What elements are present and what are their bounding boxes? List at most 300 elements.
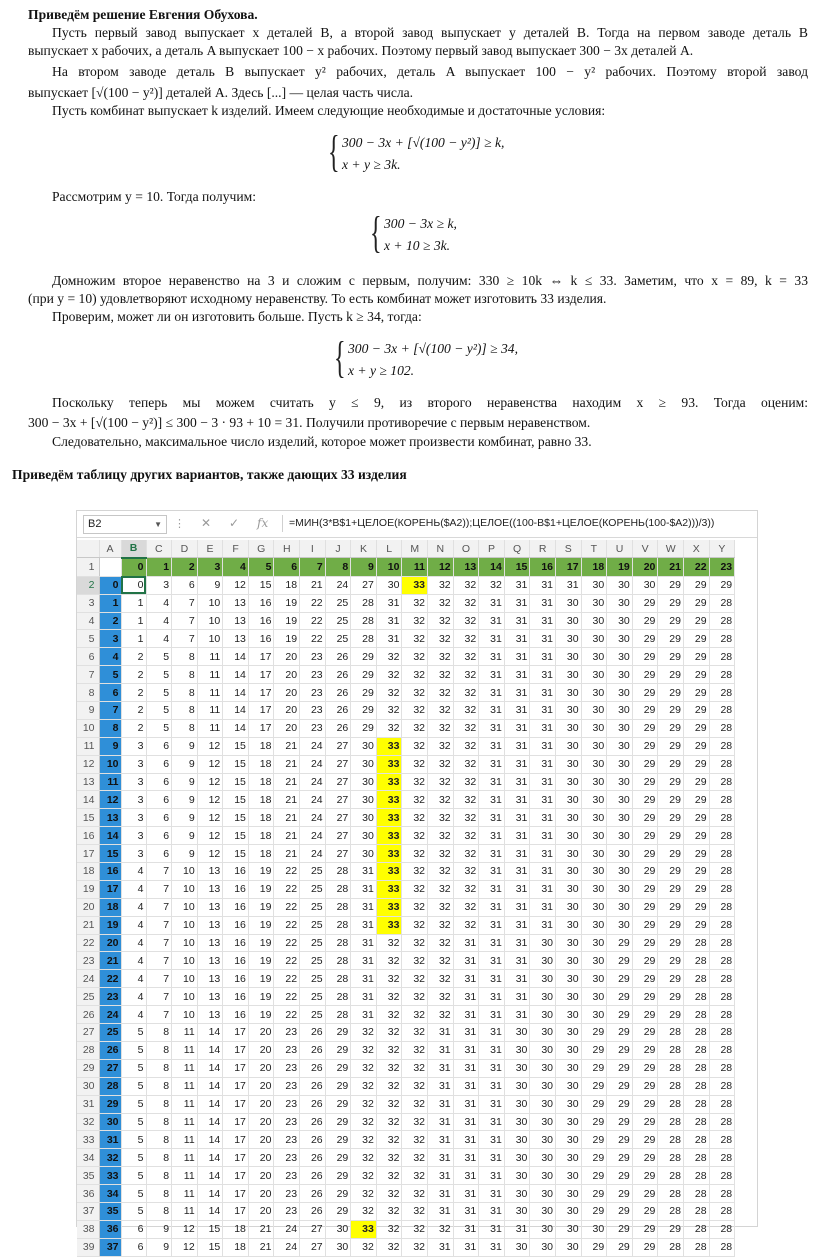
cell[interactable]: 22 <box>274 863 300 881</box>
cell[interactable]: 29 <box>683 684 709 702</box>
row-header[interactable]: 17 <box>77 845 99 863</box>
cell[interactable]: 28 <box>325 952 351 970</box>
cell[interactable]: 13 <box>197 970 223 988</box>
cell[interactable]: 15 <box>223 791 249 809</box>
cell[interactable]: 29 <box>581 1185 607 1203</box>
row-header[interactable]: 33 <box>77 1131 99 1149</box>
cell[interactable]: 16 <box>223 988 249 1006</box>
cell[interactable]: 28 <box>683 1041 709 1059</box>
cell[interactable]: 29 <box>325 1041 351 1059</box>
cell[interactable]: 20 <box>248 1077 274 1095</box>
cell[interactable]: 28 <box>683 1113 709 1131</box>
cell[interactable]: 2 <box>121 702 146 720</box>
row-header[interactable]: 23 <box>77 952 99 970</box>
cell[interactable]: 32 <box>376 934 402 952</box>
cell[interactable]: 33 <box>351 1220 377 1238</box>
cell[interactable]: 28 <box>709 916 735 934</box>
cell[interactable]: 23 <box>274 1167 300 1185</box>
cell[interactable]: 33 <box>376 773 402 791</box>
cell[interactable]: 28 <box>709 1185 735 1203</box>
cell[interactable]: 31 <box>530 773 556 791</box>
cell[interactable]: 29 <box>581 1095 607 1113</box>
cell[interactable]: 16 <box>223 880 249 898</box>
row-header[interactable]: 21 <box>77 916 99 934</box>
cell[interactable]: 31 <box>530 576 556 594</box>
cell[interactable]: 8 <box>172 684 198 702</box>
cell[interactable]: 14 <box>197 1131 223 1149</box>
cell[interactable]: 29 <box>607 1006 633 1024</box>
cell[interactable]: 30 <box>556 791 582 809</box>
cell[interactable]: 26 <box>300 1202 326 1220</box>
cell[interactable]: 31 <box>453 1167 479 1185</box>
cell[interactable]: 32 <box>376 1113 402 1131</box>
cell[interactable]: 29 <box>632 1185 658 1203</box>
cell[interactable]: 19 <box>248 952 274 970</box>
cell[interactable]: 31 <box>504 970 530 988</box>
cell[interactable]: 27 <box>351 576 377 594</box>
cell[interactable]: 29 <box>607 1131 633 1149</box>
cell[interactable]: 17 <box>248 702 274 720</box>
cell[interactable]: 31 <box>428 1059 454 1077</box>
cell[interactable]: 30 <box>581 827 607 845</box>
cell[interactable]: 7 <box>146 863 172 881</box>
cell[interactable]: 30 <box>556 1185 582 1203</box>
cell[interactable]: 30 <box>556 702 582 720</box>
cell[interactable]: 12 <box>197 755 223 773</box>
cell[interactable]: 29 <box>658 845 684 863</box>
cell[interactable]: 22 <box>274 934 300 952</box>
cell[interactable]: 12 <box>223 576 249 594</box>
cell[interactable]: 31 <box>504 952 530 970</box>
cell[interactable]: 30 <box>581 988 607 1006</box>
cell[interactable]: 29 <box>632 952 658 970</box>
cell[interactable]: 2 <box>172 558 198 576</box>
cell[interactable]: 30 <box>607 719 633 737</box>
cell[interactable]: 29 <box>658 988 684 1006</box>
cell[interactable]: 29 <box>632 612 658 630</box>
cell[interactable]: 31 <box>504 630 530 648</box>
cell[interactable]: 31 <box>530 737 556 755</box>
row-header[interactable]: 13 <box>77 773 99 791</box>
cell[interactable]: 9 <box>197 576 223 594</box>
cell[interactable]: 21 <box>274 791 300 809</box>
cell[interactable]: 1 <box>99 594 121 612</box>
cell[interactable]: 23 <box>274 1131 300 1149</box>
cell[interactable]: 31 <box>530 845 556 863</box>
row-header[interactable]: 32 <box>77 1113 99 1131</box>
cell[interactable]: 14 <box>197 1077 223 1095</box>
cell[interactable]: 18 <box>248 773 274 791</box>
cell[interactable]: 29 <box>632 1006 658 1024</box>
cell[interactable]: 29 <box>658 684 684 702</box>
cell[interactable]: 7 <box>146 898 172 916</box>
cell[interactable]: 29 <box>632 1238 658 1256</box>
cell[interactable]: 12 <box>172 1220 198 1238</box>
cell[interactable]: 31 <box>479 1024 505 1042</box>
cell[interactable]: 10 <box>172 916 198 934</box>
cell[interactable]: 32 <box>428 952 454 970</box>
cell[interactable]: 28 <box>709 970 735 988</box>
cell[interactable]: 30 <box>581 737 607 755</box>
cell[interactable]: 21 <box>300 576 326 594</box>
cell[interactable]: 31 <box>530 898 556 916</box>
cell[interactable]: 32 <box>453 845 479 863</box>
cell[interactable]: 19 <box>248 1006 274 1024</box>
cell[interactable]: 31 <box>428 1131 454 1149</box>
cell[interactable]: 27 <box>325 773 351 791</box>
cell[interactable]: 16 <box>248 594 274 612</box>
cell[interactable]: 31 <box>99 1131 121 1149</box>
cell[interactable]: 30 <box>504 1167 530 1185</box>
cell[interactable]: 30 <box>607 737 633 755</box>
cell[interactable]: 32 <box>453 791 479 809</box>
cell[interactable]: 29 <box>658 719 684 737</box>
row-header[interactable]: 4 <box>77 612 99 630</box>
cell[interactable]: 31 <box>530 880 556 898</box>
cell[interactable]: 30 <box>607 880 633 898</box>
cell[interactable]: 30 <box>607 898 633 916</box>
cell[interactable]: 28 <box>325 988 351 1006</box>
cell[interactable]: 22 <box>683 558 709 576</box>
cell[interactable]: 29 <box>683 827 709 845</box>
cell[interactable]: 14 <box>197 1149 223 1167</box>
cell[interactable]: 11 <box>172 1131 198 1149</box>
cell[interactable]: 30 <box>556 880 582 898</box>
cell[interactable]: 29 <box>683 630 709 648</box>
cell[interactable]: 26 <box>300 1095 326 1113</box>
cell[interactable]: 31 <box>479 702 505 720</box>
cell[interactable]: 30 <box>607 863 633 881</box>
cell[interactable]: 30 <box>556 1238 582 1256</box>
cell[interactable]: 32 <box>453 898 479 916</box>
cell[interactable]: 29 <box>658 648 684 666</box>
cell[interactable]: 13 <box>99 809 121 827</box>
cell[interactable]: 32 <box>402 1131 428 1149</box>
cell[interactable]: 29 <box>325 1149 351 1167</box>
cell[interactable]: 22 <box>274 1006 300 1024</box>
cell[interactable]: 30 <box>556 1220 582 1238</box>
cell[interactable]: 32 <box>376 1149 402 1167</box>
cell[interactable]: 25 <box>300 898 326 916</box>
cell[interactable]: 23 <box>274 1202 300 1220</box>
cell[interactable]: 29 <box>607 1220 633 1238</box>
cell[interactable]: 12 <box>197 809 223 827</box>
cell[interactable]: 31 <box>530 594 556 612</box>
cell[interactable]: 10 <box>197 630 223 648</box>
cell[interactable]: 31 <box>453 1041 479 1059</box>
cell[interactable]: 17 <box>248 666 274 684</box>
cell[interactable]: 8 <box>146 1185 172 1203</box>
cell[interactable]: 28 <box>709 1149 735 1167</box>
cell[interactable]: 29 <box>581 1113 607 1131</box>
cell[interactable]: 8 <box>325 558 351 576</box>
cell[interactable]: 16 <box>248 612 274 630</box>
cell[interactable]: 28 <box>658 1238 684 1256</box>
cell[interactable]: 7 <box>172 630 198 648</box>
cell[interactable]: 32 <box>428 594 454 612</box>
cell[interactable]: 5 <box>248 558 274 576</box>
cell[interactable]: 30 <box>504 1185 530 1203</box>
cell[interactable]: 30 <box>556 773 582 791</box>
cell[interactable]: 29 <box>658 1006 684 1024</box>
cell[interactable]: 30 <box>581 845 607 863</box>
cell[interactable]: 5 <box>146 648 172 666</box>
cell[interactable]: 25 <box>300 863 326 881</box>
cell[interactable]: 17 <box>223 1202 249 1220</box>
cell[interactable]: 30 <box>556 630 582 648</box>
cell[interactable]: 31 <box>351 880 377 898</box>
cell[interactable]: 7 <box>172 612 198 630</box>
cell[interactable]: 2 <box>121 666 146 684</box>
cell[interactable]: 30 <box>530 952 556 970</box>
cell[interactable]: 28 <box>683 1077 709 1095</box>
cell[interactable]: 32 <box>376 952 402 970</box>
cell[interactable]: 32 <box>376 1131 402 1149</box>
cell[interactable]: 14 <box>197 1113 223 1131</box>
cell[interactable]: 5 <box>121 1149 146 1167</box>
cell[interactable]: 23 <box>709 558 735 576</box>
cell[interactable]: 29 <box>632 988 658 1006</box>
cell[interactable]: 30 <box>504 1238 530 1256</box>
cell[interactable]: 29 <box>683 719 709 737</box>
cell[interactable]: 32 <box>453 827 479 845</box>
cell[interactable]: 31 <box>504 1220 530 1238</box>
cell[interactable]: 30 <box>351 845 377 863</box>
row-header[interactable]: 26 <box>77 1006 99 1024</box>
cell[interactable]: 32 <box>402 1238 428 1256</box>
cell[interactable]: 31 <box>479 1041 505 1059</box>
column-header-R[interactable]: R <box>530 540 556 558</box>
cell[interactable]: 5 <box>146 719 172 737</box>
cell[interactable]: 28 <box>351 594 377 612</box>
cell[interactable]: 30 <box>607 666 633 684</box>
cell[interactable]: 27 <box>99 1059 121 1077</box>
cell[interactable]: 11 <box>172 1149 198 1167</box>
cell[interactable]: 10 <box>197 612 223 630</box>
cell[interactable]: 29 <box>325 1185 351 1203</box>
cell[interactable]: 31 <box>479 1113 505 1131</box>
cell[interactable]: 13 <box>223 594 249 612</box>
cell[interactable]: 32 <box>453 576 479 594</box>
cell[interactable]: 30 <box>581 1220 607 1238</box>
cell[interactable]: 29 <box>632 1095 658 1113</box>
column-header-S[interactable]: S <box>556 540 582 558</box>
cell[interactable]: 5 <box>121 1202 146 1220</box>
cell[interactable]: 14 <box>479 558 505 576</box>
cell[interactable]: 31 <box>504 666 530 684</box>
cell[interactable]: 31 <box>504 702 530 720</box>
cell[interactable]: 28 <box>709 1077 735 1095</box>
cell[interactable]: 29 <box>658 970 684 988</box>
cell[interactable]: 30 <box>325 1238 351 1256</box>
cell[interactable]: 29 <box>632 648 658 666</box>
column-header-Y[interactable]: Y <box>709 540 735 558</box>
cell[interactable]: 8 <box>146 1131 172 1149</box>
cell[interactable]: 8 <box>146 1077 172 1095</box>
cell[interactable]: 15 <box>197 1238 223 1256</box>
cell[interactable]: 32 <box>376 666 402 684</box>
cell[interactable]: 20 <box>248 1167 274 1185</box>
cell[interactable]: 10 <box>197 594 223 612</box>
cell[interactable]: 31 <box>428 1149 454 1167</box>
cell[interactable]: 28 <box>709 594 735 612</box>
cell[interactable]: 31 <box>530 648 556 666</box>
cell[interactable]: 28 <box>683 970 709 988</box>
cell[interactable]: 5 <box>121 1077 146 1095</box>
cell[interactable]: 28 <box>709 630 735 648</box>
cell[interactable]: 30 <box>530 1095 556 1113</box>
cell[interactable]: 10 <box>172 952 198 970</box>
cell[interactable]: 3 <box>99 630 121 648</box>
cell[interactable]: 13 <box>197 898 223 916</box>
cell[interactable]: 29 <box>683 845 709 863</box>
cell[interactable]: 13 <box>223 612 249 630</box>
cell[interactable]: 4 <box>223 558 249 576</box>
cell[interactable]: 10 <box>376 558 402 576</box>
cell[interactable]: 6 <box>146 791 172 809</box>
cell[interactable]: 29 <box>683 702 709 720</box>
cell[interactable]: 28 <box>683 1167 709 1185</box>
cell[interactable]: 23 <box>99 988 121 1006</box>
cell[interactable]: 30 <box>530 1149 556 1167</box>
cell[interactable]: 28 <box>709 1095 735 1113</box>
cell[interactable]: 29 <box>632 737 658 755</box>
cell[interactable]: 32 <box>376 1095 402 1113</box>
cell[interactable]: 13 <box>453 558 479 576</box>
cell[interactable]: 29 <box>658 755 684 773</box>
cell[interactable]: 29 <box>683 594 709 612</box>
cell[interactable]: 31 <box>504 898 530 916</box>
cell[interactable]: 36 <box>99 1220 121 1238</box>
cell[interactable]: 32 <box>428 612 454 630</box>
cell[interactable]: 32 <box>376 1077 402 1095</box>
cell[interactable]: 14 <box>99 827 121 845</box>
row-header[interactable]: 7 <box>77 666 99 684</box>
cell[interactable]: 30 <box>556 1167 582 1185</box>
cell[interactable]: 32 <box>402 1041 428 1059</box>
cell[interactable]: 29 <box>658 612 684 630</box>
cell[interactable]: 31 <box>479 737 505 755</box>
cell[interactable]: 32 <box>402 1220 428 1238</box>
cell[interactable]: 30 <box>556 898 582 916</box>
cell[interactable]: 29 <box>658 880 684 898</box>
cell[interactable]: 29 <box>581 1149 607 1167</box>
cell[interactable]: 29 <box>658 702 684 720</box>
cell[interactable]: 30 <box>530 970 556 988</box>
row-header[interactable]: 24 <box>77 970 99 988</box>
cell[interactable]: 28 <box>709 666 735 684</box>
cell[interactable]: 29 <box>632 863 658 881</box>
cell[interactable]: 31 <box>504 988 530 1006</box>
cell[interactable]: 20 <box>248 1041 274 1059</box>
cell[interactable]: 32 <box>453 916 479 934</box>
cell[interactable]: 31 <box>556 576 582 594</box>
cell[interactable]: 31 <box>504 719 530 737</box>
cell[interactable]: 30 <box>556 809 582 827</box>
cell[interactable]: 13 <box>223 630 249 648</box>
cell[interactable]: 14 <box>197 1041 223 1059</box>
cell[interactable]: 32 <box>376 1167 402 1185</box>
cell[interactable]: 32 <box>376 970 402 988</box>
cell[interactable]: 26 <box>325 666 351 684</box>
column-header-T[interactable]: T <box>581 540 607 558</box>
cell[interactable]: 31 <box>479 1149 505 1167</box>
cell[interactable]: 30 <box>530 1131 556 1149</box>
cell[interactable]: 31 <box>530 684 556 702</box>
cell[interactable]: 31 <box>351 934 377 952</box>
formula-input[interactable]: =МИН(3*B$1+ЦЕЛОЕ(КОРЕНЬ($A2));ЦЕЛОЕ((100-B$1+ЦЕЛОЕ(КОРЕНЬ(100-$A2)))/3)) <box>282 515 757 532</box>
cell[interactable]: 15 <box>223 827 249 845</box>
cell[interactable]: 29 <box>632 916 658 934</box>
cell[interactable]: 24 <box>325 576 351 594</box>
cell[interactable]: 32 <box>428 719 454 737</box>
cell[interactable]: 32 <box>428 809 454 827</box>
cell[interactable]: 1 <box>121 612 146 630</box>
cell[interactable]: 24 <box>274 1220 300 1238</box>
cell[interactable]: 31 <box>504 934 530 952</box>
cell[interactable]: 37 <box>99 1238 121 1256</box>
cell[interactable]: 18 <box>248 827 274 845</box>
cell[interactable]: 3 <box>121 827 146 845</box>
cell[interactable]: 30 <box>99 1113 121 1131</box>
cell[interactable]: 29 <box>709 576 735 594</box>
cell[interactable]: 0 <box>99 576 121 594</box>
cell[interactable]: 30 <box>581 648 607 666</box>
cell[interactable]: 24 <box>99 1006 121 1024</box>
cell[interactable]: 32 <box>376 1238 402 1256</box>
cell[interactable]: 30 <box>556 1006 582 1024</box>
cell[interactable]: 29 <box>683 773 709 791</box>
cell[interactable]: 30 <box>581 719 607 737</box>
cell[interactable]: 14 <box>197 1167 223 1185</box>
cell[interactable]: 33 <box>376 791 402 809</box>
cell[interactable]: 29 <box>581 1077 607 1095</box>
cell[interactable]: 32 <box>402 988 428 1006</box>
cell[interactable]: 3 <box>121 773 146 791</box>
cell[interactable]: 30 <box>581 952 607 970</box>
column-header-M[interactable]: M <box>402 540 428 558</box>
cell[interactable]: 24 <box>300 755 326 773</box>
cell[interactable]: 29 <box>632 1220 658 1238</box>
cell[interactable]: 30 <box>581 934 607 952</box>
row-header[interactable]: 6 <box>77 648 99 666</box>
cell[interactable]: 17 <box>223 1131 249 1149</box>
cell[interactable]: 26 <box>300 1113 326 1131</box>
cell[interactable]: 4 <box>146 594 172 612</box>
select-all-corner[interactable] <box>77 540 99 558</box>
cell[interactable]: 34 <box>99 1185 121 1203</box>
cell[interactable]: 4 <box>146 630 172 648</box>
cell[interactable]: 31 <box>428 1077 454 1095</box>
cell[interactable]: 17 <box>223 1167 249 1185</box>
cell[interactable]: 28 <box>709 952 735 970</box>
cell[interactable]: 22 <box>300 630 326 648</box>
cell[interactable]: 11 <box>197 666 223 684</box>
cell[interactable]: 31 <box>479 970 505 988</box>
cell[interactable]: 7 <box>146 880 172 898</box>
cell[interactable]: 27 <box>300 1220 326 1238</box>
cell[interactable]: 19 <box>274 612 300 630</box>
cell[interactable]: 30 <box>581 702 607 720</box>
cell[interactable]: 21 <box>274 809 300 827</box>
cell[interactable]: 13 <box>197 916 223 934</box>
cell[interactable]: 31 <box>351 1006 377 1024</box>
cell[interactable]: 30 <box>581 898 607 916</box>
cell[interactable]: 29 <box>607 1149 633 1167</box>
cell[interactable]: 29 <box>632 773 658 791</box>
cell[interactable]: 25 <box>300 988 326 1006</box>
cell[interactable]: 32 <box>376 1185 402 1203</box>
